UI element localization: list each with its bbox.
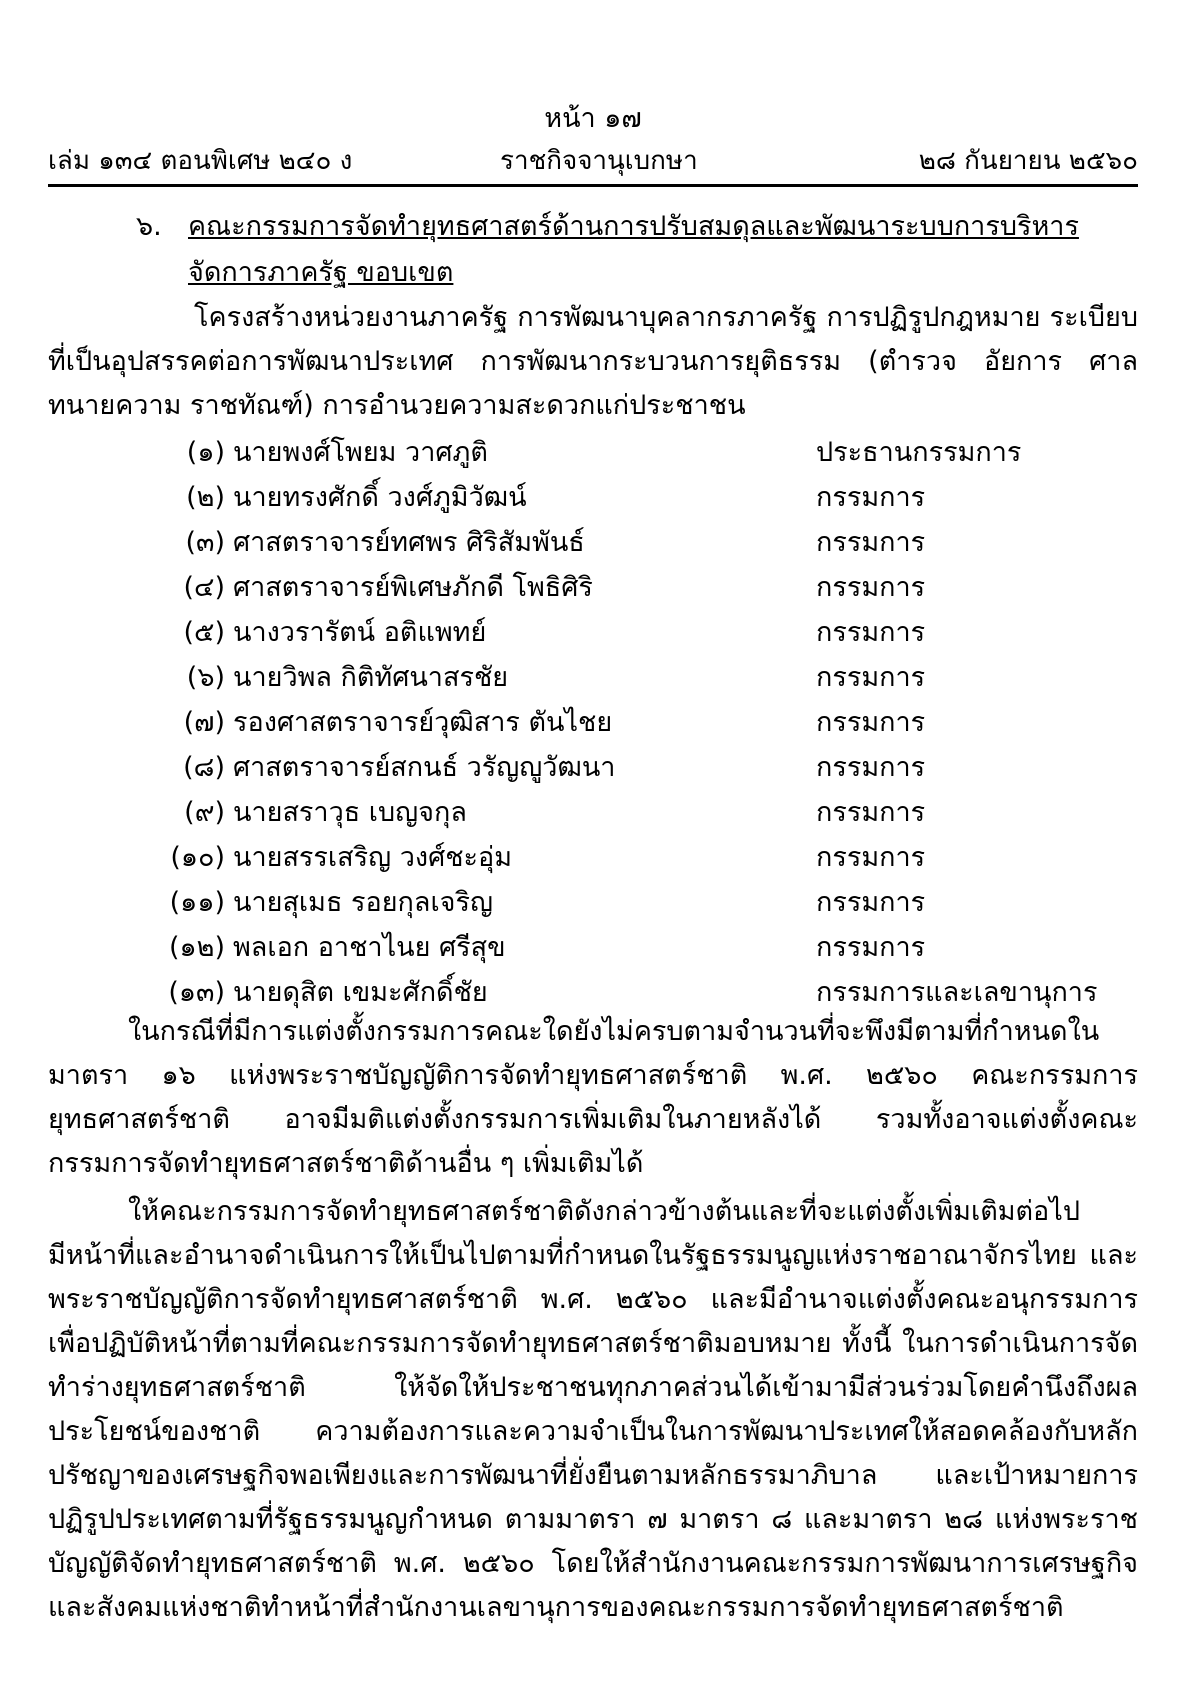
member-number: (๑) [186, 437, 225, 468]
member-number: (๒) [186, 482, 225, 513]
member-row [48, 790, 1138, 835]
member-number: (๔) [183, 572, 225, 603]
member-row [48, 880, 1138, 925]
member-number: (๗) [183, 707, 225, 738]
member-row [48, 655, 1138, 700]
member-name: นายสราวุธ เบญจกุล [233, 797, 467, 828]
member-role: ประธานกรรมการ [816, 437, 1022, 468]
member-row [48, 610, 1138, 655]
member-role: กรรมการ [816, 662, 926, 693]
member-row [48, 430, 1138, 475]
member-number: (๘) [183, 752, 225, 783]
member-row [48, 835, 1138, 880]
member-name: นางวรารัตน์ อติแพทย์ [233, 617, 487, 648]
member-role: กรรมการ [816, 752, 926, 783]
member-role: กรรมการ [816, 527, 926, 558]
member-role: กรรมการ [816, 617, 926, 648]
member-name: นายทรงศักดิ์ วงศ์ภูมิวัฒน์ [233, 482, 527, 513]
member-name: รองศาสตราจารย์วุฒิสาร ตันไชย [233, 707, 613, 738]
member-number: (๓) [185, 527, 225, 558]
scope-paragraph: โครงสร้างหน่วยงานภาครัฐ การพัฒนาบุคลากรภาครัฐ การปฏิรูปกฎหมาย ระเบียบที่เป็นอุปสรรคต่อการพัฒนาประเทศ การพัฒนากระบวนการยุติธรรม (ตำรวจ อัยการ ศาล ทนายความ ราชทัณฑ์) การอำนวยความสะดวกแก่ประชาชน [48, 302, 1138, 421]
member-number: (๙) [184, 797, 225, 828]
member-role: กรรมการ [816, 572, 926, 603]
member-number: (๑๑) [169, 887, 225, 918]
member-number: (๕) [183, 617, 225, 648]
member-name: ศาสตราจารย์ทศพร ศิริสัมพันธ์ [233, 527, 585, 558]
member-number: (๖) [186, 662, 225, 693]
member-row [48, 700, 1138, 745]
gazette-title: ราชกิจจานุเบกษา [500, 146, 698, 176]
member-number: (๑๓) [168, 977, 225, 1008]
member-row [48, 970, 1138, 1015]
member-row [48, 745, 1138, 790]
member-name: พลเอก อาชาไนย ศรีสุข [233, 932, 506, 963]
member-name: นายพงศ์โพยม วาศภูติ [233, 437, 488, 468]
page-number: หน้า ๑๗ [544, 103, 642, 134]
member-name: นายวิพล กิติทัศนาสรชัย [233, 662, 509, 693]
header-divider [48, 184, 1138, 187]
member-row [48, 520, 1138, 565]
member-name: ศาสตราจารย์พิเศษภักดี โพธิศิริ [233, 572, 593, 603]
additional-appointment-paragraph: ในกรณีที่มีการแต่งตั้งกรรมการคณะใดยังไม่ครบตามจำนวนที่จะพึงมีตามที่กำหนดในมาตรา ๑๖ แห่งพระราชบัญญัติการจัดทำยุทธศาสตร์ชาติ พ.ศ. ๒๕๖๐ คณะกรรมการยุทธศาสตร์ชาติ อาจมีมติแต่งตั้งกรรมการเพิ่มเติมในภายหลังได้ รวมทั้งอาจแต่งตั้งคณะกรรมการจัดทำยุทธศาสตร์ชาติด้านอื่น ๆ เพิ่มเติมได้ [48, 1016, 1138, 1179]
member-row [48, 565, 1138, 610]
duties-paragraph: ให้คณะกรรมการจัดทำยุทธศาสตร์ชาติดังกล่าวข้างต้นและที่จะแต่งตั้งเพิ่มเติมต่อไป มีหน้าที่และอำนาจดำเนินการให้เป็นไปตามที่กำหนดในรัฐธรรมนูญแห่งราชอาณาจักรไทย และพระราชบัญญัติการจัดทำยุทธศาสตร์ชาติ พ.ศ. ๒๕๖๐ และมีอำนาจแต่งตั้งคณะอนุกรรมการเพื่อปฏิบัติหน้าที่ตามที่คณะกรรมการจัดทำยุทธศาสตร์ชาติมอบหมาย ทั้งนี้ ในการดำเนินการจัดทำร่างยุทธศาสตร์ชาติ ให้จัดให้ประชาชนทุกภาคส่วนได้เข้ามามีส่วนร่วมโดยคำนึงถึงผลประโยชน์ของชาติ ความต้องการและความจำเป็นในการพัฒนาประเทศให้สอดคล้องกับหลักปรัชญาของเศรษฐกิจพอเพียงและการพัฒนาที่ยั่งยืนตามหลักธรรมาภิบาล และเป้าหมายการปฏิรูปประเทศตามที่รัฐธรรมนูญกำหนด ตามมาตรา ๗ มาตรา ๘ และมาตรา ๒๘ แห่งพระราชบัญญัติจัดทำยุทธศาสตร์ชาติ พ.ศ. ๒๕๖๐ โดยให้สำนักงานคณะกรรมการพัฒนาการเศรษฐกิจและสังคมแห่งชาติทำหน้าที่สำนักงานเลขานุการของคณะกรรมการจัดทำยุทธศาสตร์ชาติ [48, 1196, 1138, 1623]
member-row [48, 475, 1138, 520]
member-role: กรรมการและเลขานุการ [816, 977, 1098, 1008]
member-row [48, 925, 1138, 970]
section-number: ๖. [136, 211, 162, 242]
member-role: กรรมการ [816, 797, 926, 828]
member-list [48, 430, 1138, 1015]
member-role: กรรมการ [816, 707, 926, 738]
section-title: คณะกรรมการจัดทำยุทธศาสตร์ด้านการปรับสมดุลและพัฒนาระบบการบริหารจัดการภาครัฐ ขอบเขต [188, 211, 1079, 288]
member-name: นายสุเมธ รอยกุลเจริญ [233, 887, 493, 918]
member-name: นายดุสิต เขมะศักดิ์ชัย [233, 977, 488, 1008]
member-name: นายสรรเสริญ วงศ์ชะอุ่ม [233, 842, 513, 873]
member-number: (๑๐) [170, 842, 225, 873]
member-role: กรรมการ [816, 482, 926, 513]
member-name: ศาสตราจารย์สกนธ์ วรัญญูวัฒนา [233, 752, 616, 783]
gazette-header [48, 140, 1138, 180]
member-role: กรรมการ [816, 932, 926, 963]
publication-date: ๒๘ กันยายน ๒๕๖๐ [918, 146, 1138, 176]
member-role: กรรมการ [816, 842, 926, 873]
member-number: (๑๒) [168, 932, 225, 963]
member-role: กรรมการ [816, 887, 926, 918]
volume-issue: เล่ม ๑๓๔ ตอนพิเศษ ๒๔๐ ง [48, 146, 353, 176]
